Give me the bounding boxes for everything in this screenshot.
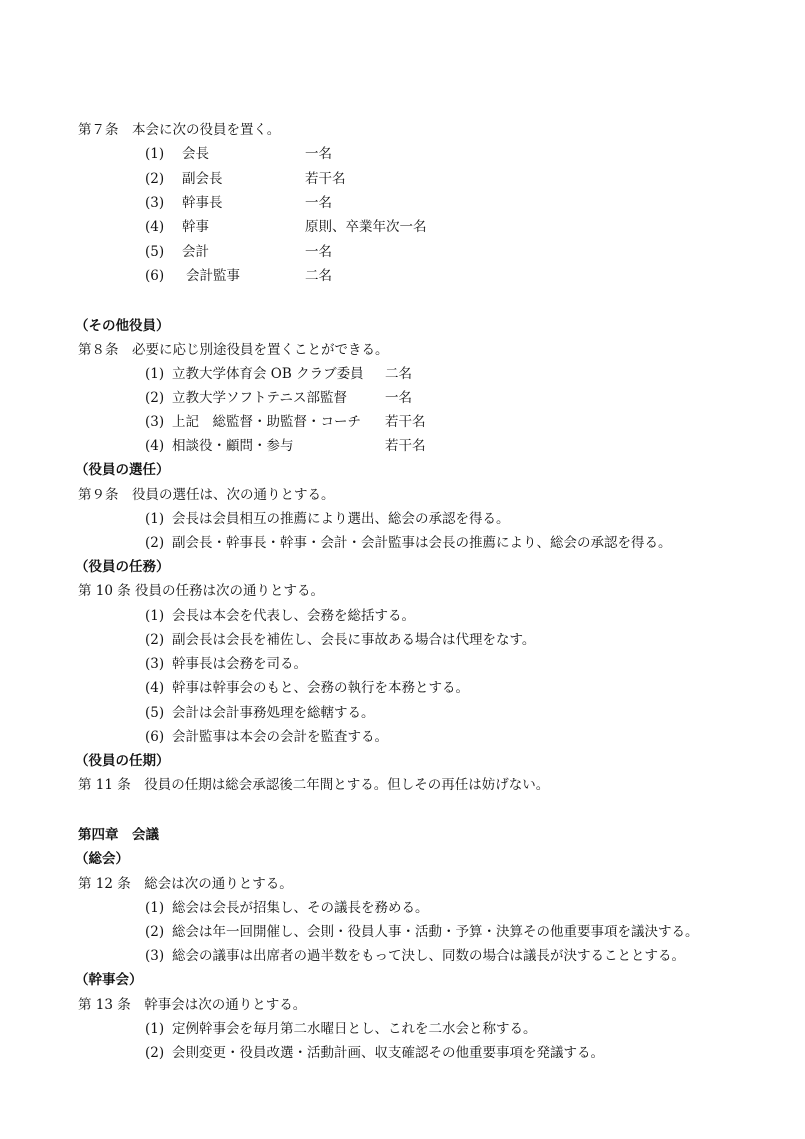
- other-item-3-text: 上記 総監督・助監督・コーチ: [172, 414, 361, 430]
- general-item-1-text: 総会は会長が招集し、その議長を務める。: [172, 900, 429, 916]
- chapter-4-title: 第四章 会議: [78, 827, 159, 843]
- roles-item-3-count: 一名: [305, 195, 332, 211]
- exec-item-1-num: (1): [145, 1021, 165, 1037]
- section-heading-duties: （役員の任務）: [75, 559, 170, 575]
- article-11-head: 第 11 条 役員の任期は総会承認後二年間とする。但しその再任は妨げない。: [78, 777, 550, 793]
- section-heading-general-meeting: （総会）: [75, 851, 129, 867]
- general-item-2-num: (2): [145, 924, 165, 940]
- duties-item-4-text: 幹事は幹事会のもと、会務の執行を本務とする。: [172, 680, 469, 696]
- roles-item-6-count: 二名: [305, 268, 332, 284]
- duties-item-2-text: 副会長は会長を補佐し、会長に事故ある場合は代理をなす。: [172, 632, 536, 648]
- election-item-2-num: (2): [145, 535, 165, 551]
- general-item-2-text: 総会は年一回開催し、会則・役員人事・活動・予算・決算その他重要事項を議決する。: [172, 924, 699, 940]
- other-item-1-count: 二名: [385, 366, 412, 382]
- other-item-3-count: 若干名: [385, 414, 426, 430]
- roles-item-1-num: (1): [145, 146, 165, 162]
- article-13-head: 第 13 条 幹事会は次の通りとする。: [78, 997, 307, 1013]
- duties-item-1-num: (1): [145, 608, 165, 624]
- section-heading-executive-meeting: （幹事会）: [75, 972, 143, 988]
- roles-item-5-num: (5): [145, 244, 165, 260]
- other-item-4-num: (4): [145, 438, 165, 454]
- article-10-head: 第 10 条 役員の任務は次の通りとする。: [78, 583, 325, 599]
- duties-item-5-num: (5): [145, 705, 165, 721]
- article-8-head: 第８条 必要に応じ別途役員を置くことができる。: [78, 342, 389, 358]
- roles-item-4-count: 原則、卒業年次一名: [305, 219, 427, 235]
- exec-item-2-num: (2): [145, 1045, 165, 1061]
- duties-item-6-num: (6): [145, 729, 165, 745]
- election-item-2-text: 副会長・幹事長・幹事・会計・会計監事は会長の推薦により、総会の承認を得る。: [172, 535, 672, 551]
- duties-item-6-text: 会計監事は本会の会計を監査する。: [172, 729, 388, 745]
- section-heading-term: （役員の任期）: [75, 753, 170, 769]
- duties-item-3-text: 幹事長は会務を司る。: [172, 656, 307, 672]
- general-item-1-num: (1): [145, 900, 165, 916]
- duties-item-2-num: (2): [145, 632, 165, 648]
- roles-item-1-count: 一名: [305, 146, 332, 162]
- other-item-2-count: 一名: [385, 390, 412, 406]
- other-item-3-num: (3): [145, 414, 165, 430]
- other-item-4-count: 若干名: [385, 438, 426, 454]
- roles-item-6-num: (6): [145, 268, 165, 284]
- roles-item-3-role: 幹事長: [182, 195, 223, 211]
- section-heading-election: （役員の選任）: [75, 462, 170, 478]
- roles-item-2-count: 若干名: [305, 171, 346, 187]
- other-item-2-text: 立教大学ソフトテニス部監督: [172, 390, 347, 406]
- election-item-1-num: (1): [145, 511, 165, 527]
- other-item-2-num: (2): [145, 390, 165, 406]
- roles-item-5-count: 一名: [305, 244, 332, 260]
- roles-item-2-role: 副会長: [182, 171, 223, 187]
- roles-item-4-role: 幹事: [182, 219, 209, 235]
- article-9-head: 第９条 役員の選任は、次の通りとする。: [78, 487, 335, 503]
- duties-item-5-text: 会計は会計事務処理を総轄する。: [172, 705, 375, 721]
- election-item-1-text: 会長は会員相互の推薦により選出、総会の承認を得る。: [172, 511, 510, 527]
- roles-item-6-role: 会計監事: [186, 268, 240, 284]
- roles-item-5-role: 会計: [182, 244, 209, 260]
- exec-item-1-text: 定例幹事会を毎月第二水曜日とし、これを二水会と称する。: [172, 1021, 537, 1037]
- other-item-1-num: (1): [145, 366, 165, 382]
- roles-item-1-role: 会長: [182, 146, 209, 162]
- general-item-3-num: (3): [145, 948, 165, 964]
- section-heading-other-officers: （その他役員）: [75, 318, 170, 334]
- other-item-1-text: 立教大学体育会 OB クラブ委員: [172, 366, 364, 382]
- article-12-head: 第 12 条 総会は次の通りとする。: [78, 876, 293, 892]
- roles-item-4-num: (4): [145, 219, 165, 235]
- roles-item-3-num: (3): [145, 195, 165, 211]
- other-item-4-text: 相談役・顧問・参与: [172, 438, 294, 454]
- duties-item-3-num: (3): [145, 656, 165, 672]
- article-7-head: 第７条 本会に次の役員を置く。: [78, 122, 281, 138]
- duties-item-4-num: (4): [145, 680, 165, 696]
- general-item-3-text: 総会の議事は出席者の過半数をもって決し、同数の場合は議長が決することとする。: [172, 948, 685, 964]
- duties-item-1-text: 会長は本会を代表し、会務を総括する。: [172, 608, 415, 624]
- roles-item-2-num: (2): [145, 171, 165, 187]
- exec-item-2-text: 会則変更・役員改選・活動計画、収支確認その他重要事項を発議する。: [172, 1045, 604, 1061]
